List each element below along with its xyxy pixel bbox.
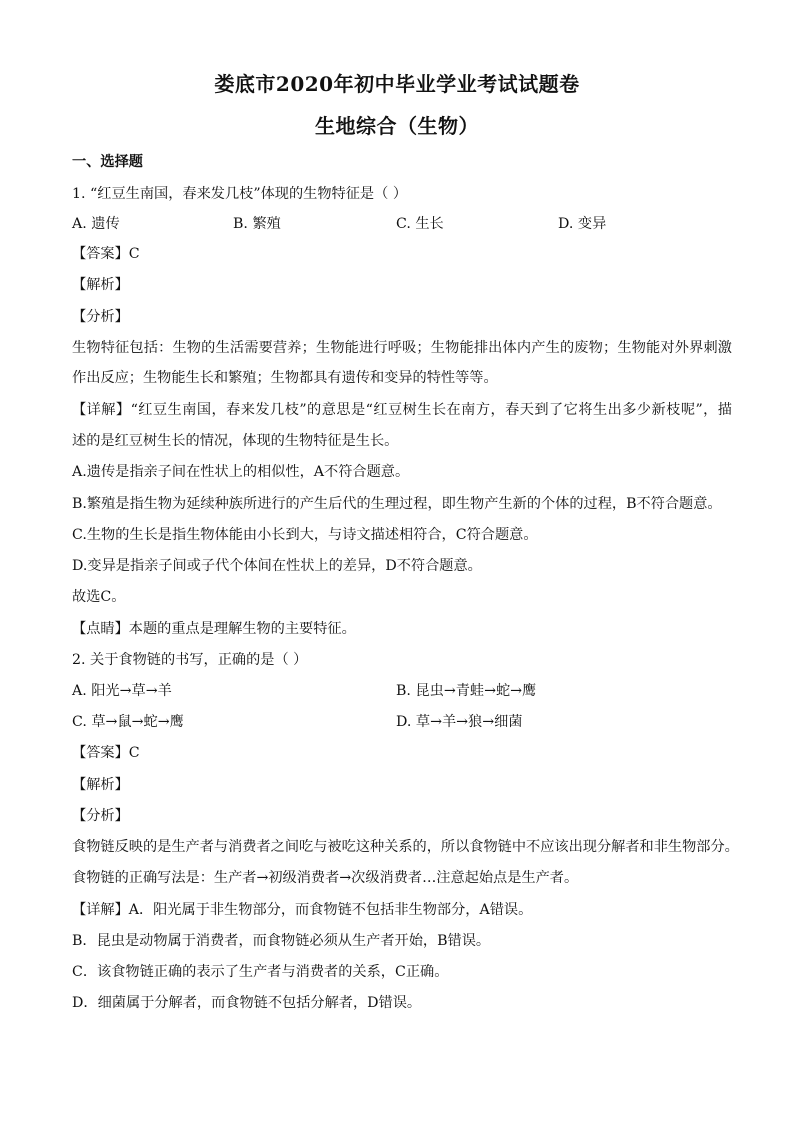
q1-fenxi-text-2: 作出反应；生物能生长和繁殖；生物都具有遗传和变异的特性等等。 [72,370,498,386]
q2-xiangjie-a: 【详解】A．阳光属于非生物部分，而食物链不包括非生物部分，A错误。 [72,902,533,918]
q1-option-d: D. 变异 [558,216,607,232]
q1-dianjing: 【点睛】本题的重点是理解生物的主要特征。 [72,621,356,637]
q2-option-d: D. 草→羊→狼→细菌 [396,714,523,730]
page-title: 娄底市2020年初中毕业学业考试试题卷 [214,72,580,96]
q1-explain-b: B.繁殖是指生物为延续种族所进行的产生后代的生理过程，即生物产生新的个体的过程，B不符合题意。 [72,496,722,512]
question-2-stem: 2. 关于食物链的书写，正确的是（ ） [72,652,308,668]
q2-explain-d: D．细菌属于分解者，而食物链不包括分解者，D错误。 [72,995,422,1011]
q2-jiexi-label: 【解析】 [72,777,129,793]
q1-fenxi-label: 【分析】 [72,309,129,325]
q1-xiangjie-2: 述的是红豆树生长的情况，体现的生物特征是生长。 [72,433,399,449]
q2-option-b: B. 昆虫→青蛙→蛇→鹰 [396,683,537,699]
q1-xiangjie-1: 【详解】“红豆生南国，春来发几枝”的意思是“红豆树生长在南方，春天到了它将生出多少新枝呢”，描 [72,402,732,418]
q1-option-a: A. 遗传 [72,216,120,232]
q1-answer: 【答案】C [72,246,140,262]
q2-explain-b: B．昆虫是动物属于消费者，而食物链必须从生产者开始，B错误。 [72,933,491,949]
q2-fenxi-text-2: 食物链的正确写法是：生产者→初级消费者→次级消费者…注意起始点是生产者。 [72,870,579,886]
q1-explain-a: A.遗传是指亲子间在性状上的相似性，A不符合题意。 [72,464,410,480]
q1-fenxi-text-1: 生物特征包括：生物的生活需要营养；生物能进行呼吸；生物能排出体内产生的废物；生物能对外界刺激 [72,340,732,356]
q2-answer: 【答案】C [72,745,140,761]
q1-explain-d: D.变异是指亲子间或子代个体间在性状上的差异，D不符合题意。 [72,558,482,574]
q2-explain-c: C．该食物链正确的表示了生产者与消费者的关系，C正确。 [72,964,449,980]
q1-conclusion: 故选C。 [72,589,126,605]
q2-fenxi-label: 【分析】 [72,808,129,824]
q1-jiexi-label: 【解析】 [72,277,129,293]
page-subtitle: 生地综合（生物） [315,114,479,138]
q1-explain-c: C.生物的生长是指生物体能由小长到大，与诗文描述相符合，C符合题意。 [72,527,538,543]
q2-option-a: A. 阳光→草→羊 [72,683,172,699]
q1-option-b: B. 繁殖 [233,216,281,232]
q2-fenxi-text-1: 食物链反映的是生产者与消费者之间吃与被吃这种关系的，所以食物链中不应该出现分解者和非生物部分。 [72,839,739,855]
section-heading: 一、选择题 [72,154,143,170]
question-1-stem: 1. “红豆生南国，春来发几枝”体现的生物特征是（ ） [72,186,408,202]
q1-option-c: C. 生长 [396,216,444,232]
q2-option-c: C. 草→鼠→蛇→鹰 [72,714,184,730]
